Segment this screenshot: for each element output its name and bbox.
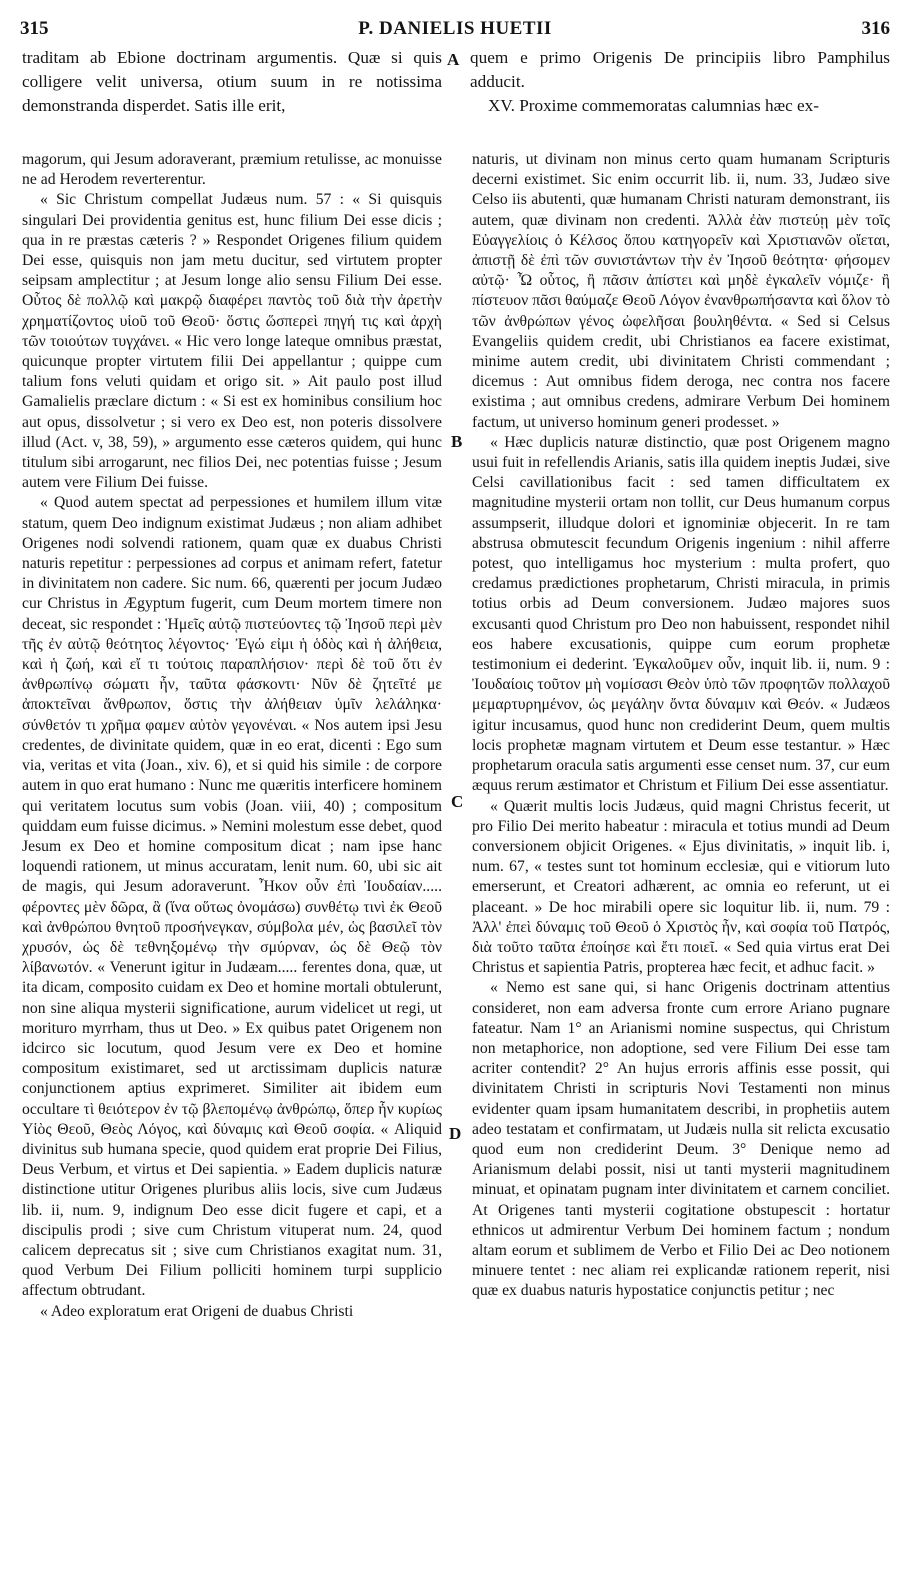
- page-number-right: 316: [861, 18, 890, 39]
- top-right-fragment: [470, 46, 890, 118]
- margin-letter-a: A: [447, 50, 460, 69]
- right-column: [472, 150, 890, 1302]
- paragraph: « Quod autem spectat ad perpessiones et humilem illum vitæ statum, quem Deo indignum existimat Judæus ; non aliam adhibet Origenes nodi solvendi rationem, quam quæ ex duabus Christi naturis repetitur : perpessiones ad corpus et animam refert, fatetur in divinitatem non cadere. Sic num. 66, quærenti per jocum Judæo cur Christus in Ægyptum fugerit, cum Deum mortem timere non deceat, sic respondet : Ἡμεῖς αὐτῷ πιστεύοντες τῷ Ἰησοῦ περὶ μὲν τῆς ἐν αὐτῷ θεότητος λέγοντος· Ἐγώ εἰμι ἡ ὁδὸς καὶ ἡ ἀλήθεια, καὶ ἡ ζωή, καὶ εἴ τι τούτοις παραπλήσιον· περὶ δὲ τοῦ ὅτι ἐν ἀνθρωπίνῳ σώματι ἦν, ταῦτα φάσκοντι· Νῦν δὲ ζητεῖτέ με ἀποκτεῖναι ἄνθρωπον, ὅστις τὴν ἀλήθειαν ὑμῖν λελάληκα· σύνθετόν τι χρῆμα φαμεν αὐτὸν γεγονέναι. « Nos autem ipsi Jesu credentes, de divinitate quidem, quæ in eo erat, dicenti : Ego sum via, veritas et vita (Joan., xiv. 6), et si quid his simile : de corpore autem in quo erat humano : Nunc me quæritis interficere hominem qui veritatem locutus sum vobis (Joan. viii, 40) ; compositum quiddam eum fuisse dicimus. » Nemini molestum esse debet, quod Jesum ex Deo et homine compositum dicat ; nam ipse hanc loquendi rationem, ut minus accuratam, lenit num. 60, ubi sic ait de magis, qui Jesum adoraverunt. Ἦκον οὖν ἐπὶ Ἰουδαίαν..... φέροντες μὲν δῶρα, ἃ (ἵνα οὕτως ὀνομάσω) συνθέτῳ τινὶ ἐκ Θεοῦ καὶ ἀνθρώπου θνητοῦ προσήνεγκαν, σύμβολα μέν, ὡς βασιλεῖ τὸν χρυσόν, ὡς δὲ τεθνηξομένῳ τὴν σμύρναν, ὡς δὲ Θεῷ τὸν λίβανωτόν. « Venerunt igitur in Judæam..... ferentes dona, quæ, ut ita dicam, composito cuidam ex Deo et homine mortali obtulerunt, non sine aliqua mysterii significatione, aurum videlicet ut regi, ut morituro myrrham, thus ut Deo. » Ex quibus patet Origenem non idcirco sic locutum, quod Jesum vere ex Deo et homine compositum existimaret, sed ut arctissimam duplicis naturæ conjunctionem aptius exprimeret. Similiter ait ibidem eum occultare τὶ θειότερον ἐν τῷ βλεπομένῳ ἀνθρώπῳ, ὅπερ ἦν κυρίως Υἱὸς Θεοῦ, Θεὸς Λόγος, καὶ δύναμις καὶ Θεοῦ σοφία. « Aliquid divinitus sub humana specie, quod quidem erat proprie Dei Filius, Deus Verbum, et virtus et Dei sapientia. » Eadem duplicis naturæ distinctione utitur Origenes pluribus aliis locis, sive cum Judæus lib. ii, num. 9, indignum Deo esse dicit fugere et capi, et a discipulis prodi ; sive cum Christum vituperat num. 24, quod calicem deprecatus sit ; sive cum Christianos exagitat num. 31, quod Verbum Dei Filium polliciti hominem turpi supplicio affectum obtrudant.: [22, 494, 442, 1300]
- margin-letter-c: C: [451, 792, 464, 811]
- paragraph: « Quærit multis locis Judæus, quid magni Christus fecerit, ut pro Filio Dei merito habeatur : miracula et totius mundi ad Deum conversionem objicit Origenes. « Ejus divinitatis, » inquit lib. i, num. 67, « testes sunt tot hominum ecclesiæ, qui e vitiorum luto emerserunt, et Creatori adhærent, ac omnia eo referunt, ut ei placeant. » De hoc mirabili opere sic loquitur lib. ii, num. 79 : Ἀλλ' ἐπεὶ δύναμις τοῦ Θεοῦ ὁ Χριστὸς ἦν, καὶ σοφία τοῦ Πατρός, διὰ τοῦτο ταῦτα ἐποίησε καὶ ἔτι ποιεῖ. « Sed quia virtus erat Dei Christus et sapientia Patris, propterea hæc fecit, et adhuc facit. »: [472, 797, 890, 977]
- paragraph: « Adeo exploratum erat Origeni de duabus Christi: [40, 1302, 354, 1320]
- paragraph: « Sic Christum compellat Judæus num. 57 : « Si quisquis singulari Dei providentia genitus est, hunc filium Dei esse dicis ; qua in re præstas cæteris ? » Respondet Origenes filium quidem Dei esse, quisquis non jam metu ducitur, sed virtutem propter seipsam amplectitur ; at Jesum longe alio sensu Filium Dei esse. Οὗτος δὲ πολλῷ καὶ μακρῷ διαφέρει παντὸς τοῦ διὰ τὴν ἀρετὴν χρηματίζοντος υἱοῦ τοῦ Θεοῦ· ὅστις ὥσπερεὶ πηγή τις καὶ ἀρχὴ τῶν τοιούτων τυγχάνει. « Hic vero longe lateque omnibus præstat, quicunque propter virtutem filii Dei appellantur ; quippe cum talium fons veluti quidam et origo sit. » Ait paulo post illud Gamalielis præclare dictum : « Si est ex hominibus consilium hoc aut opus, dissolvetur ; si vero ex Deo est, non poteris dissolvere illud (Act. v, 38, 59), » argumento esse cæteros quidem, qui hunc titulum sibi arrogarunt, nec filios Dei, nec potentias fuisse ; Jesum autem vere Filium Dei fuisse.: [22, 191, 442, 492]
- paragraph: traditam ab Ebione doctrinam argumentis. Quæ si quis colligere velit universa, otium suum in re notissima demonstranda disperdet. Satis ille erit,: [22, 48, 442, 115]
- running-title: P. DANIELIS HUETII: [358, 18, 552, 39]
- page-number-left: 315: [20, 18, 49, 39]
- section-heading-paragraph: XV. Proxime commemoratas calumnias hæc ex-: [488, 96, 819, 115]
- margin-letter-d: D: [449, 1124, 462, 1143]
- top-left-fragment: [22, 46, 442, 118]
- margin-letter-b: B: [451, 432, 463, 451]
- left-column: [22, 150, 442, 1322]
- paragraph: « Nemo est sane qui, si hanc Origenis doctrinam attentius consideret, non eam adversa fronte cum errore Ariano pugnare fateatur. Nam 1° an Arianismi nomine suspectus, qui Christum non metaphorice, non adoptione, sed vere Filium Dei esse tam acriter contendit? 2° An hujus erroris affinis esse possit, qui divinitatem Christi in scripturis Novi Testamenti non minus evidenter quam ipsam humanitatem describi, in prophetiis autem adeo testatam et confirmatam, ut Judæis nulla sit relicta excusatio quod eum non crediderint Deum. 3° Denique nemo ad Arianismum delabi possit, nisi ut tanti mysterii magnitudinem minuat, et opinatam pugnam inter divinitatem et carnem conciliet. At Origenes tanti mysterii cogitatione obstupescit : hortatur ethnicos ut admirentur Verbum Dei hominem factum ; nondum altam eorum et sublimem de Verbo et Filio Dei ac Deo notionem minuere tentet : nec aliam rei explicandæ rationem reperit, nisi quæ ex duabus naturis hypostatice conjunctis petitur ; nec: [472, 979, 890, 1300]
- paragraph: « Hæc duplicis naturæ distinctio, quæ post Origenem magno usui fuit in refellendis Arianis, satis illa quidem ineptis Judæi, sive Celsi cavillationibus facit : sed tamen difficultatem ex magnitudine mysterii ortam non tollit, cur Deus humanum corpus assumpserit, illudque dolori et ignominiæ objecerit. In re tam abstrusa obmutescit fecundum Origenis ingenium : nihil afferre potest, quo intelligamus hoc mysterium : multa profert, quo credamus prædictiones prophetarum, Christi miracula, in primis totius orbis ad Deum conversionem. Judæo majores suos excusanti quod Christum pro Deo non habuissent, respondet nihil eos habere excusationis, quippe cum eorum prophetæ testimonium ei dederint. Ἐγκαλοῦμεν οὖν, inquit lib. ii, num. 9 : Ἰουδαίοις τοῦτον μὴ νομίσασι Θεὸν ὑπὸ τῶν προφητῶν πολλαχοῦ μεμαρτυρημένον, ὡς μεγάλην ὄντα δύναμιν καὶ Θεόν. « Judæos igitur incusamus, quod hunc non crediderint Deum, quem multis locis prophetæ magnam virtutem et Deum esse testantur. » Hæc prophetarum oracula satis argumenti esse censet num. 37, cur eum æquus rerum æstimator et Christum et Filium Dei esse assentiatur.: [472, 433, 890, 795]
- paragraph: naturis, ut divinam non minus certo quam humanam Scripturis decerni existimet. Sic enim occurrit lib. ii, num. 33, Judæo sive Celso iis abutenti, quæ humanam Christi naturam demonstrant, iis autem, quæ divinam non credenti. Ἀλλὰ ἐὰν πιστεύῃ μὲν τοῖς Εὐαγγελίοις ὁ Κέλσος ὅπου κατηγορεῖν καὶ Χριστιανῶν οἴεται, ἀπιστῇ δὲ ἐπὶ τῶν συνιστάντων τὴν ἐν Ἰησοῦ θεότητα· φήσομεν αὐτῷ· Ὦ οὗτος, ἢ πᾶσιν ἀπίστει καὶ μηδὲ ἐγκαλεῖν νόμιζε· ἢ πίστευον πᾶσι θαύμαζε Θεοῦ Λόγον ἐνανθρωπήσαντα καὶ ὅλον τὸ τῶν ἀνθρώπων γένος ὠφελῆσαι βουληθέντα. « Sed si Celsus Evangeliis quidem credit, ubi Christianos ea facere existimat, minime autem credit, ubi divinitatem Christi commendant ; dicemus : Aut omnibus fidem deroga, nec contra nos facere existima ; aut omnibus credens, admirare Verbum Dei hominem factum, ut universo hominum generi prodesset. »: [472, 151, 890, 431]
- paragraph: quem e primo Origenis De principiis libro Pamphilus adducit.: [470, 48, 890, 91]
- running-head: [14, 18, 896, 42]
- paragraph: magorum, qui Jesum adoraverant, præmium retulisse, ac monuisse ne ad Herodem reverterentur.: [22, 151, 442, 189]
